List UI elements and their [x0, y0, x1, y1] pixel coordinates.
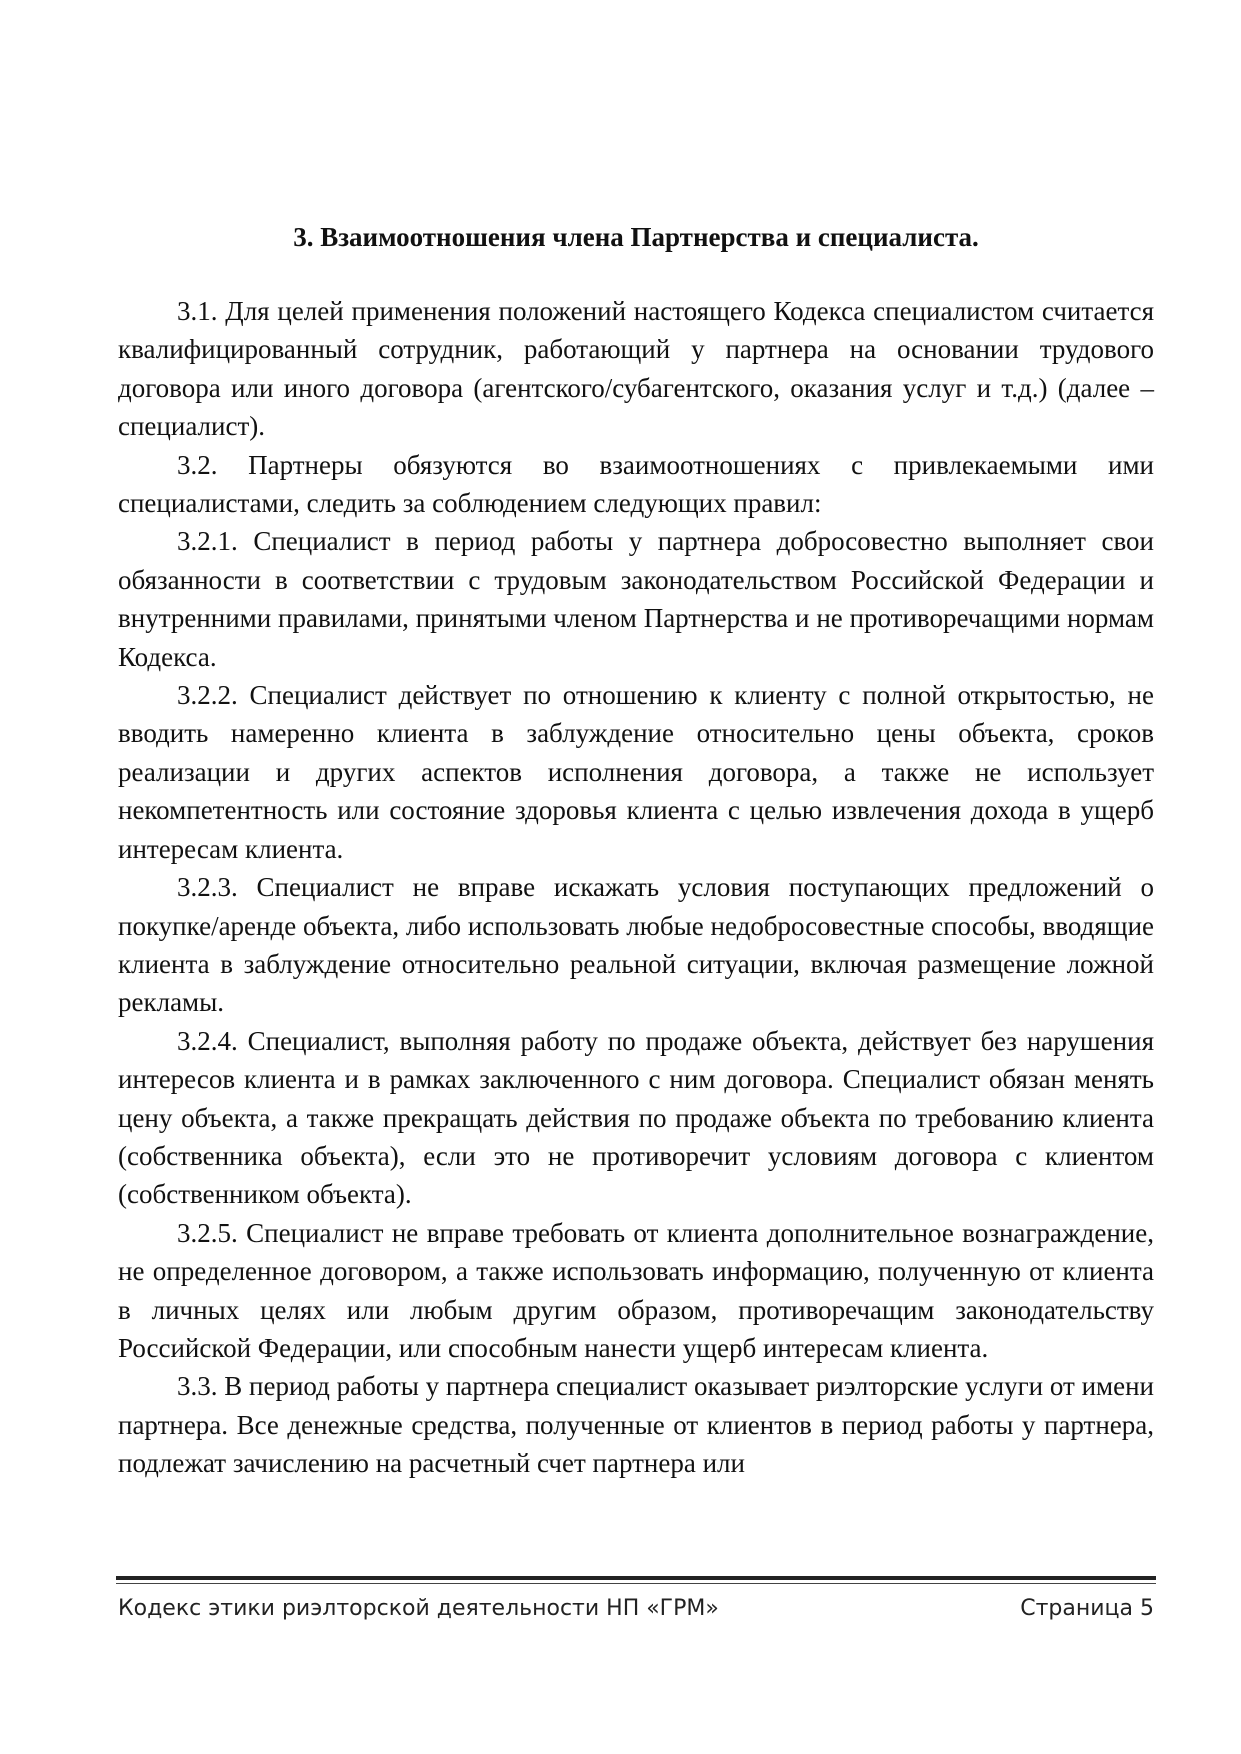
paragraph-3-3: 3.3. В период работы у партнера специалист оказывает риэлторские услуги от имени партнера. Все денежные средства, полученные от клиентов в период работы у партнера, подлежат зачислению на расчетный счет партнера или	[118, 1371, 1154, 1479]
paragraph-3-2-5: 3.2.5. Специалист не вправе требовать от клиента дополнительное вознаграждение, не определенное договором, а также использовать информацию, полученную от клиента в личных целях или любым другим образом, противоречащим законодательству Российской Федерации, или способным нанести ущерб интересам клиента.	[118, 1217, 1154, 1363]
paragraph-3-2-3: 3.2.3. Специалист не вправе искажать условия поступающих предложений о покупке/аренде объекта, либо использовать любые недобросовестные способы, вводящие клиента в заблуждение относительно реальной ситуации, включая размещение ложной рекламы.	[118, 872, 1154, 1018]
footer-divider-thick	[116, 1576, 1156, 1580]
footer-page-number: Страница 5	[1020, 1596, 1154, 1621]
footer-document-title: Кодекс этики риэлторской деятельности НП «ГРМ»	[118, 1596, 719, 1621]
paragraph-3-2-4: 3.2.4. Специалист, выполняя работу по продаже объекта, действует без нарушения интересов клиента и в рамках заключенного с ним договора. Специалист обязан менять цену объекта, а также прекращать действия по продаже объекта по требованию клиента (собственника объекта), если это не противоречит условиям договора с клиентом (собственником объекта).	[118, 1025, 1154, 1210]
paragraph-3-2-1: 3.2.1. Специалист в период работы у партнера добросовестно выполняет свои обязанности в соответствии с трудовым законодательством Российской Федерации и внутренними правилами, принятыми членом Партнерства и не противоречащими нормам Кодекса.	[118, 526, 1154, 672]
paragraph-3-1: 3.1. Для целей применения положений настоящего Кодекса специалистом считается квалифицированный сотрудник, работающий у партнера на основании трудового договора или иного договора (агентского/субагентского, оказания услуг и т.д.) (далее – специалист).	[118, 296, 1154, 442]
paragraph-3-2-2: 3.2.2. Специалист действует по отношению к клиенту с полной открытостью, не вводить намеренно клиента в заблуждение относительно цены объекта, сроков реализации и других аспектов исполнения договора, а также не использует некомпетентность или состояние здоровья клиента с целью извлечения дохода в ущерб интересам клиента.	[118, 680, 1154, 864]
section-heading: 3. Взаимоотношения члена Партнерства и специалиста.	[293, 222, 979, 252]
paragraph-3-2: 3.2. Партнеры обязуются во взаимоотношениях с привлекаемыми ими специалистами, следить за соблюдением следующих правил:	[118, 449, 1154, 519]
footer-divider-thin	[116, 1583, 1156, 1584]
section-body	[118, 292, 1154, 1483]
